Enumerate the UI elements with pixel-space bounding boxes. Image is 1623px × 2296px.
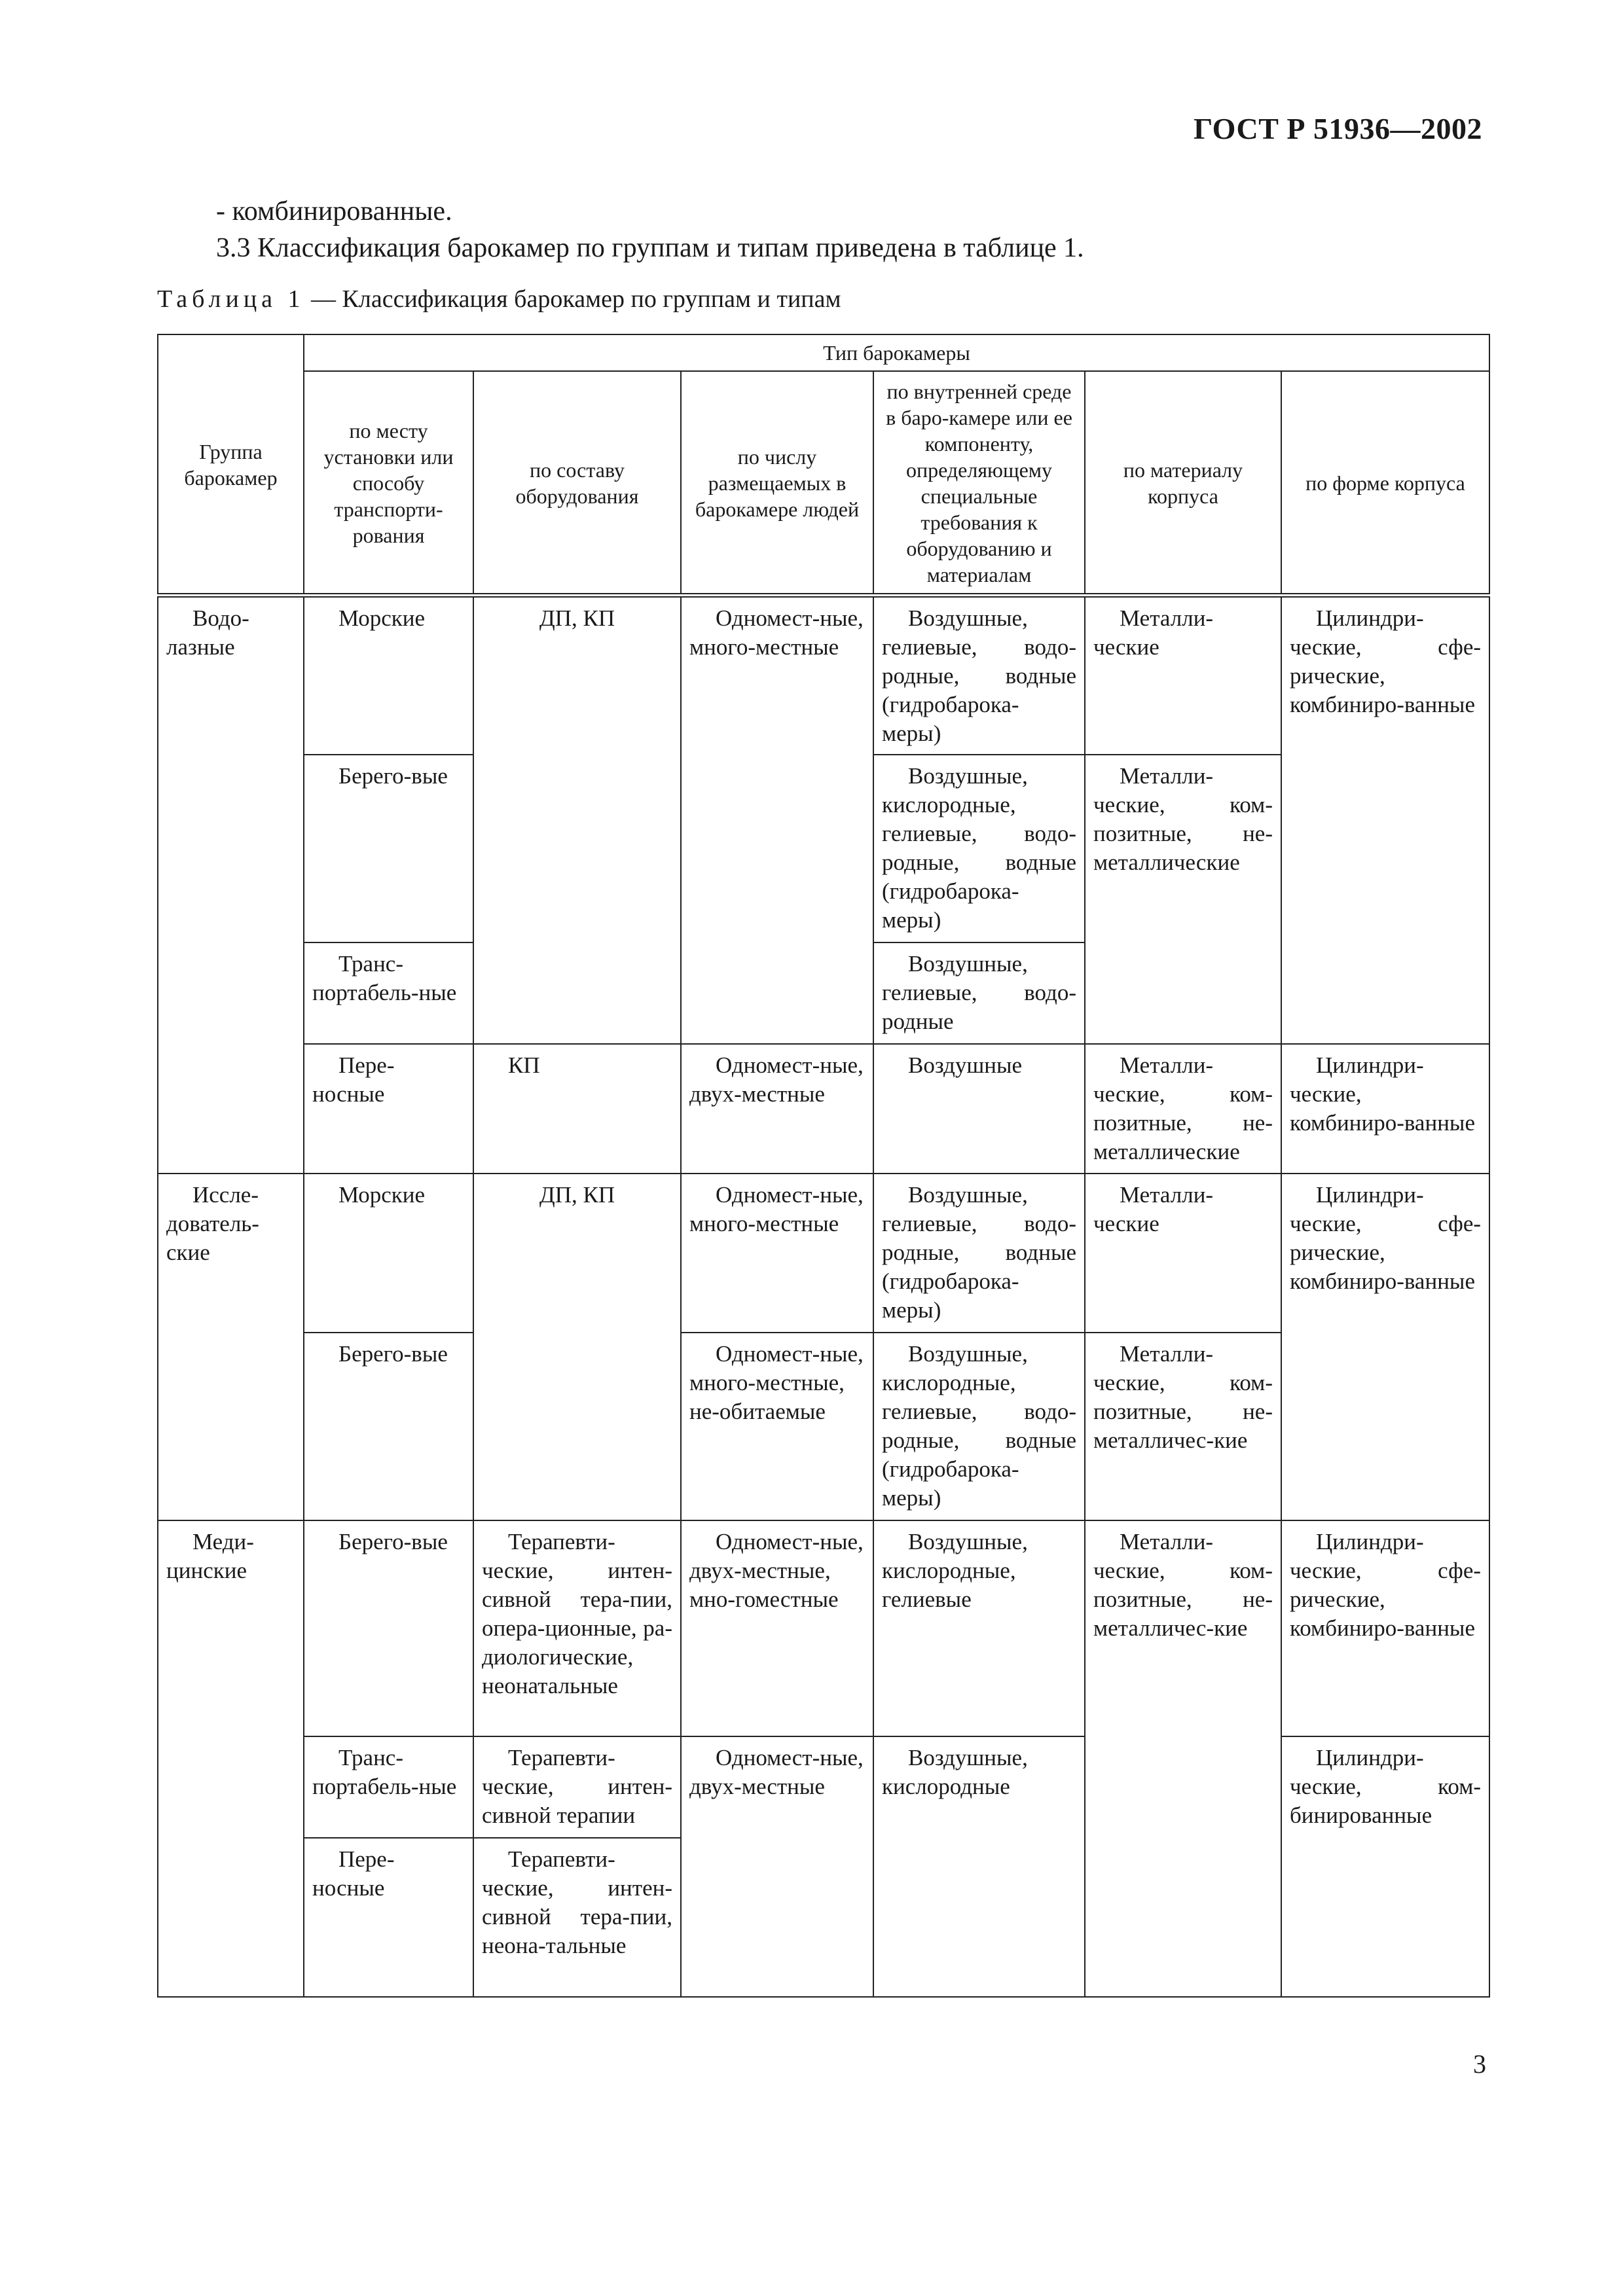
diving-transportable-location: Транс-портабель-ные (304, 942, 473, 1044)
research-shore-medium: Воздушные, кислородные, гелиевые, водо-родные, водные (гидробарока-меры) (873, 1333, 1085, 1520)
document-code: ГОСТ Р 51936—2002 (1194, 112, 1482, 145)
diving-portable-material: Металли-ческие, ком-позитные, не-металлические (1085, 1044, 1281, 1174)
header-people: по числу размещаемых в барокамере людей (681, 371, 873, 596)
medical-transportable-shape: Цилиндри-ческие, ком-бинированные (1281, 1736, 1489, 1997)
medical-transportable-location: Транс-портабель-ные (304, 1736, 473, 1838)
table-caption-text: — Классификация барокамер по группам и типам (304, 285, 841, 313)
medical-shore-people: Одномест-ные, двух-местные, мно-гоместные (681, 1520, 873, 1736)
header-medium: по внутренней среде в баро-камере или ее компоненту, определяющему специальные требования к оборудованию и материалам (873, 371, 1085, 596)
header-group: Группа барокамер (158, 334, 304, 596)
diving-portable-medium: Воздушные (873, 1044, 1085, 1174)
diving-portable-location: Пере-носные (304, 1044, 473, 1174)
table-row (158, 1174, 1489, 1333)
research-equipment: ДП, КП (473, 1174, 681, 1520)
header-row-1 (158, 334, 1489, 371)
diving-shore-material: Металли-ческие, ком-позитные, не-металлические (1085, 755, 1281, 1044)
table-row (158, 596, 1489, 755)
intro-text (216, 193, 1084, 266)
medical-transportable-people: Одномест-ные, двух-местные (681, 1736, 873, 1997)
research-sea-location: Морские (304, 1174, 473, 1333)
diving-portable-people: Одномест-ные, двух-местные (681, 1044, 873, 1174)
research-shore-location: Берего-вые (304, 1333, 473, 1520)
diving-portable-shape: Цилиндри-ческие, комбиниро-ванные (1281, 1044, 1489, 1174)
group-research: Иссле-дователь-ские (158, 1174, 304, 1520)
research-shore-material: Металли-ческие, ком-позитные, не-металличес-кие (1085, 1333, 1281, 1520)
medical-portable-location: Пере-носные (304, 1838, 473, 1997)
medical-shore-equipment: Терапевти-ческие, интен-сивной тера-пии, опера-ционные, ра-диологические, неонатальные (473, 1520, 681, 1736)
diving-transportable-medium: Воздушные, гелиевые, водо-родные (873, 942, 1085, 1044)
header-material: по материалу корпуса (1085, 371, 1281, 596)
header-equipment: по составу оборудования (473, 371, 681, 596)
medical-portable-equipment: Терапевти-ческие, интен-сивной тера-пии, неона-тальные (473, 1838, 681, 1997)
table-caption-label: Таблица 1 (157, 285, 305, 313)
header-shape: по форме корпуса (1281, 371, 1489, 596)
intro-line-1: - комбинированные. (216, 196, 452, 226)
medical-shore-shape: Цилиндри-ческие, сфе-рические, комбиниро-ванные (1281, 1520, 1489, 1736)
header-location: по месту установки или способу транспорти-рования (304, 371, 473, 596)
medical-transportable-medium: Воздушные, кислородные (873, 1736, 1085, 1997)
intro-line-2: 3.3 Классификация барокамер по группам и типам приведена в таблице 1. (216, 233, 1084, 263)
header-type: Тип барокамеры (304, 334, 1489, 371)
research-shape: Цилиндри-ческие, сфе-рические, комбиниро-ванные (1281, 1174, 1489, 1520)
diving-shore-location: Берего-вые (304, 755, 473, 942)
diving-people: Одномест-ные, много-местные (681, 596, 873, 1044)
page-number: 3 (1473, 2049, 1486, 2079)
research-sea-people: Одномест-ные, много-местные (681, 1174, 873, 1333)
medical-transportable-equipment: Терапевти-ческие, интен-сивной терапии (473, 1736, 681, 1838)
medical-shore-medium: Воздушные, кислородные, гелиевые (873, 1520, 1085, 1736)
medical-shore-location: Берего-вые (304, 1520, 473, 1736)
diving-shape: Цилиндри-ческие, сфе-рические, комбиниро-ванные (1281, 596, 1489, 1044)
classification-table (157, 334, 1490, 1998)
diving-shore-medium: Воздушные, кислородные, гелиевые, водо-родные, водные (гидробарока-меры) (873, 755, 1085, 942)
research-shore-people: Одномест-ные, много-местные, не-обитаемые (681, 1333, 873, 1520)
diving-sea-location: Морские (304, 596, 473, 755)
diving-portable-equipment: КП (473, 1044, 681, 1174)
group-medical: Меди-цинские (158, 1520, 304, 1997)
diving-sea-medium: Воздушные, гелиевые, водо-родные, водные (гидробарока-меры) (873, 596, 1085, 755)
diving-equipment: ДП, КП (473, 596, 681, 1044)
header-row-2 (158, 371, 1489, 596)
table-row (158, 1736, 1489, 1838)
group-diving: Водо-лазные (158, 596, 304, 1174)
table-row (158, 1520, 1489, 1736)
table-caption (157, 285, 841, 314)
research-sea-material: Металли-ческие (1085, 1174, 1281, 1333)
research-sea-medium: Воздушные, гелиевые, водо-родные, водные (гидробарока-меры) (873, 1174, 1085, 1333)
medical-material: Металли-ческие, ком-позитные, не-металличес-кие (1085, 1520, 1281, 1997)
diving-sea-material: Металли-ческие (1085, 596, 1281, 755)
table-row (158, 1044, 1489, 1174)
